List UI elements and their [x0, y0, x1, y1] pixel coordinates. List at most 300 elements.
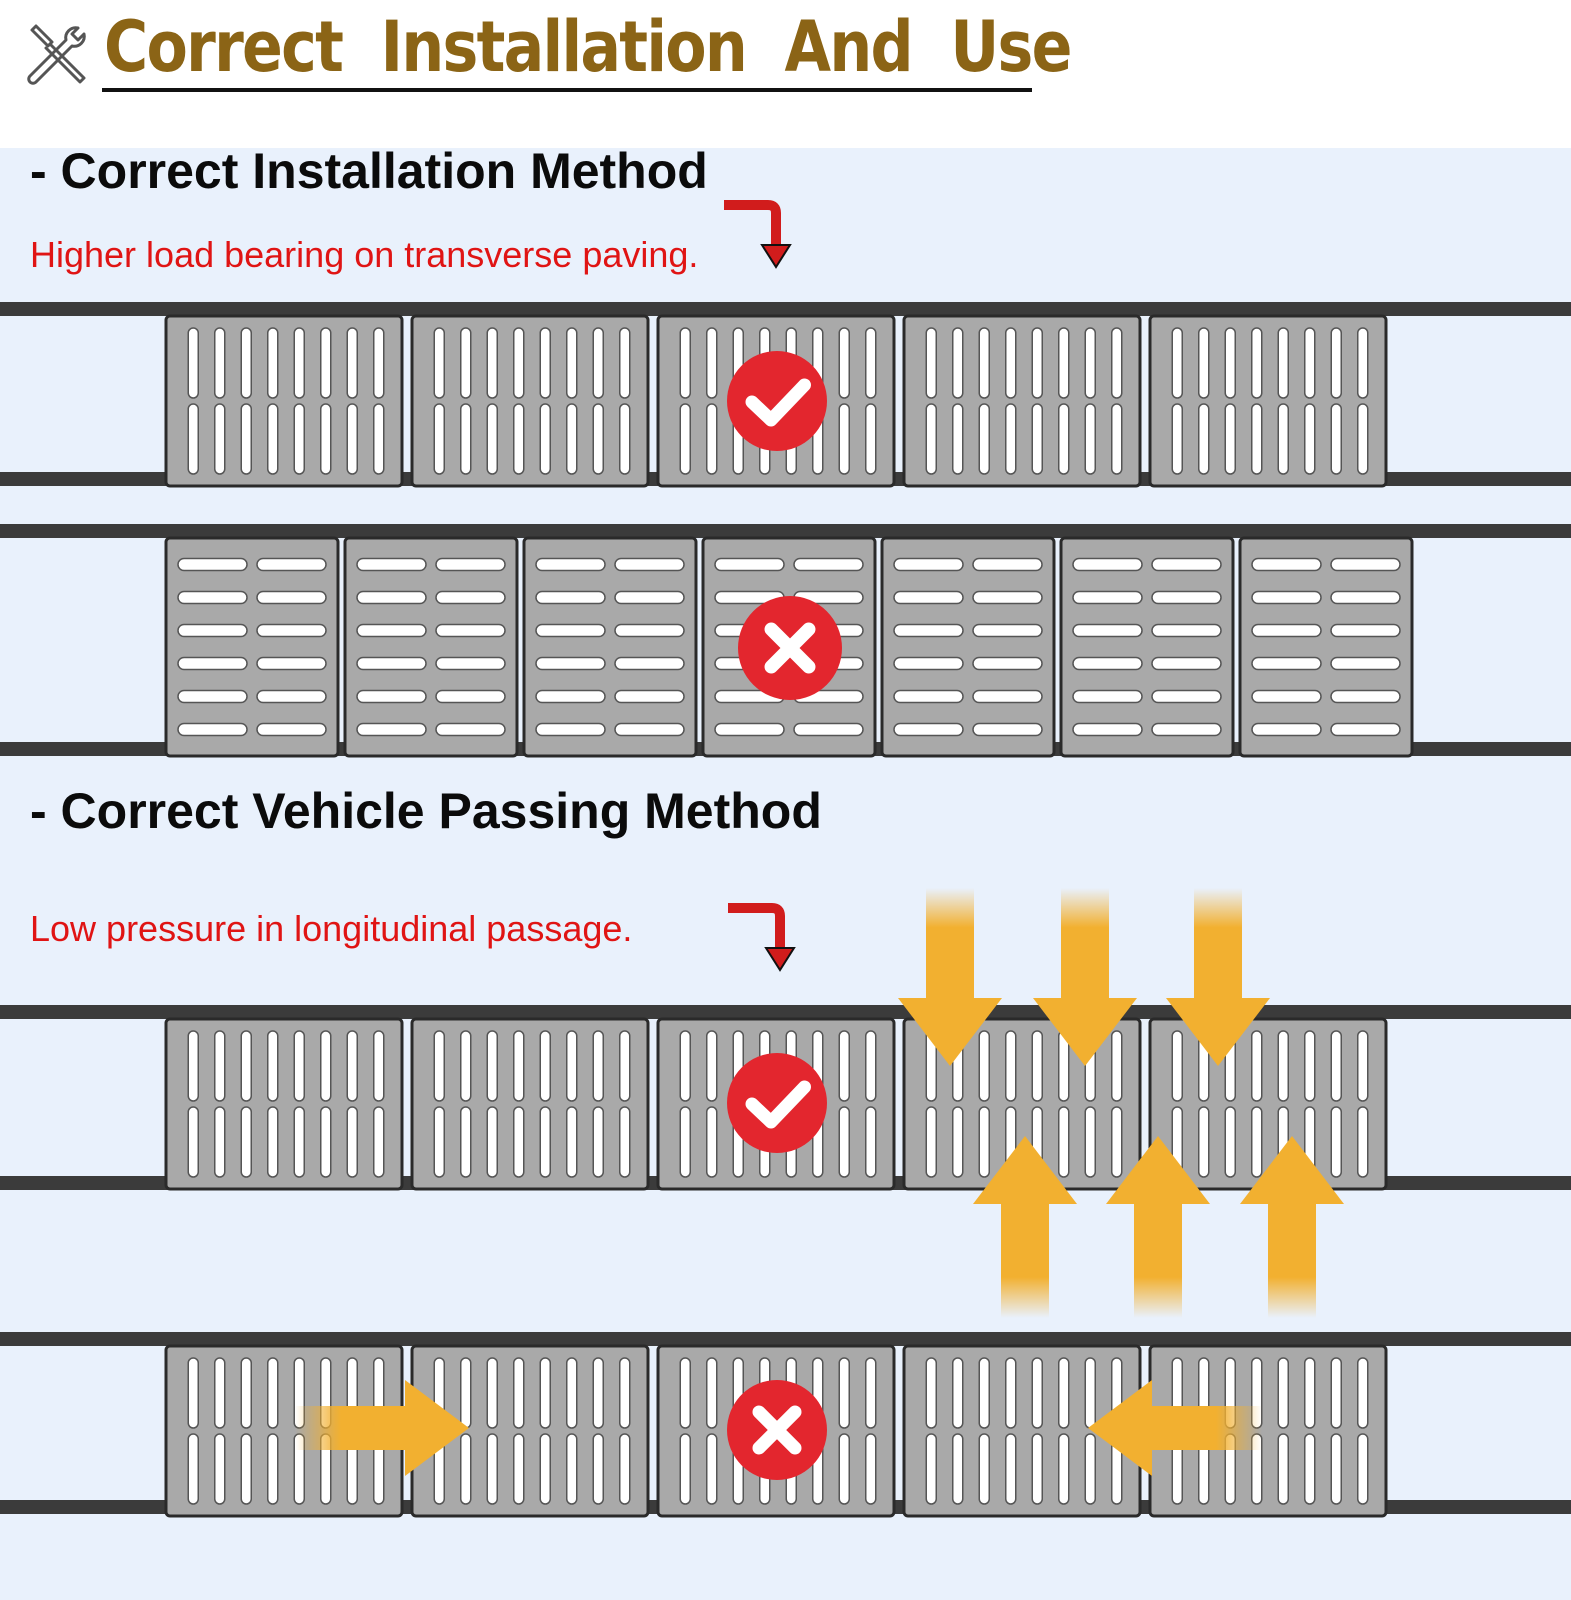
grate-slot	[707, 1031, 717, 1101]
grate-slot	[894, 559, 963, 571]
grate-slot	[215, 1358, 225, 1428]
grate-slot	[926, 328, 936, 398]
grate-slot	[215, 1031, 225, 1101]
grate-slot	[434, 1107, 444, 1177]
arrow-shaft	[1194, 888, 1242, 1001]
grate-slot	[321, 404, 331, 474]
section-heading-vehicle-passing: - Correct Vehicle Passing Method	[30, 783, 822, 839]
grate-slot	[1085, 1434, 1095, 1504]
grate-frame	[166, 316, 402, 486]
grate-slot	[178, 625, 247, 637]
grate-slot	[1331, 1434, 1341, 1504]
grate-slot	[1305, 1358, 1315, 1428]
track-rail-top	[0, 302, 1571, 316]
grate-slot	[620, 1031, 630, 1101]
grate-slot	[514, 404, 524, 474]
grate-slot	[257, 691, 326, 703]
grate-slot	[1358, 328, 1368, 398]
grate-slot	[436, 724, 505, 736]
grate-slot	[540, 328, 550, 398]
grate-slot	[1112, 404, 1122, 474]
grate-slot	[680, 328, 690, 398]
grate-slot	[707, 328, 717, 398]
grate-slot	[866, 1358, 876, 1428]
grate-panel	[412, 316, 648, 486]
grate-slot	[514, 1358, 524, 1428]
grate-slot	[1073, 658, 1142, 670]
grate-slot	[593, 1031, 603, 1101]
grate-slot	[1059, 1358, 1069, 1428]
grate-slot	[1199, 404, 1209, 474]
grate-slot	[1225, 404, 1235, 474]
grate-slot	[979, 1358, 989, 1428]
bent-arrow-vehicle-passing-head	[766, 948, 794, 970]
grate-slot	[620, 404, 630, 474]
grate-slot	[1331, 691, 1400, 703]
grate-slot	[487, 328, 497, 398]
marker-circle	[727, 351, 827, 451]
grate-slot	[615, 691, 684, 703]
grate-slot	[514, 1107, 524, 1177]
grate-slot	[1358, 1031, 1368, 1101]
grate-slot	[953, 404, 963, 474]
grate-slot	[487, 1031, 497, 1101]
grate-slot	[374, 1031, 384, 1101]
marker-circle	[727, 1053, 827, 1153]
grate-slot	[241, 1434, 251, 1504]
vehicle-passing-note: Low pressure in longitudinal passage.	[30, 908, 633, 949]
grate-slot	[178, 724, 247, 736]
grate-slot	[593, 1358, 603, 1428]
grate-slot	[1059, 404, 1069, 474]
grate-slot	[1278, 1031, 1288, 1101]
grate-slot	[294, 1107, 304, 1177]
grate-slot	[536, 559, 605, 571]
grate-slot	[357, 625, 426, 637]
grate-slot	[321, 1107, 331, 1177]
grate-slot	[188, 1107, 198, 1177]
grate-slot	[1112, 1107, 1122, 1177]
grate-slot	[434, 404, 444, 474]
arrow-shaft	[1268, 1201, 1316, 1318]
track-rail-top	[0, 1332, 1571, 1346]
grate-slot	[839, 404, 849, 474]
grate-slot	[707, 404, 717, 474]
grate-slot	[973, 691, 1042, 703]
grate-panel	[1061, 538, 1233, 756]
grate-slot	[973, 658, 1042, 670]
grate-slot	[1032, 1358, 1042, 1428]
grate-slot	[866, 1434, 876, 1504]
grate-slot	[540, 404, 550, 474]
grate-slot	[257, 625, 326, 637]
grate-panel	[166, 1019, 402, 1189]
grate-slot	[188, 1434, 198, 1504]
grate-slot	[926, 1107, 936, 1177]
grate-slot	[866, 1107, 876, 1177]
grate-slot	[979, 404, 989, 474]
grate-slot	[357, 592, 426, 604]
grate-slot	[374, 1107, 384, 1177]
grate-slot	[1032, 1031, 1042, 1101]
grate-slot	[1278, 328, 1288, 398]
correct-marker	[727, 1053, 827, 1153]
grate-panel	[1150, 1019, 1386, 1189]
grate-frame	[412, 316, 648, 486]
grate-slot	[615, 658, 684, 670]
grate-slot	[178, 658, 247, 670]
grate-slot	[715, 559, 784, 571]
grate-slot	[794, 559, 863, 571]
grate-slot	[461, 1434, 471, 1504]
grate-slot	[894, 625, 963, 637]
correct-marker	[727, 351, 827, 451]
grate-slot	[866, 1031, 876, 1101]
grate-slot	[257, 592, 326, 604]
grate-slot	[1252, 1107, 1262, 1177]
grate-slot	[1152, 625, 1221, 637]
grate-slot	[461, 1358, 471, 1428]
grate-slot	[268, 1434, 278, 1504]
grate-slot	[1305, 1434, 1315, 1504]
grate-slot	[357, 724, 426, 736]
grate-slot	[487, 404, 497, 474]
grate-slot	[241, 1358, 251, 1428]
grate-slot	[294, 1031, 304, 1101]
grate-frame	[1150, 1019, 1386, 1189]
grate-slot	[1199, 1107, 1209, 1177]
grate-slot	[268, 1031, 278, 1101]
grate-slot	[1278, 404, 1288, 474]
grate-slot	[615, 724, 684, 736]
track-rail-top	[0, 524, 1571, 538]
grate-slot	[680, 1358, 690, 1428]
grate-slot	[1278, 1434, 1288, 1504]
grate-slot	[866, 404, 876, 474]
bent-arrow-vehicle-passing	[728, 908, 780, 952]
track-rail-top	[0, 1005, 1571, 1019]
grate-slot	[593, 1434, 603, 1504]
grate-slot	[567, 328, 577, 398]
grate-slot	[973, 724, 1042, 736]
grate-slot	[615, 559, 684, 571]
section-heading-installation: - Correct Installation Method	[30, 143, 708, 199]
grate-slot	[1032, 1434, 1042, 1504]
grate-slot	[973, 559, 1042, 571]
grate-slot	[973, 592, 1042, 604]
arrow-shaft	[1134, 1201, 1182, 1318]
grate-slot	[839, 1031, 849, 1101]
arrow-shaft	[295, 1406, 410, 1450]
grate-slot	[347, 1107, 357, 1177]
grate-slot	[1252, 625, 1321, 637]
grate-slot	[536, 625, 605, 637]
grate-slot	[268, 404, 278, 474]
grate-slot	[1331, 658, 1400, 670]
grate-slot	[707, 1107, 717, 1177]
grate-slot	[1006, 328, 1016, 398]
grate-slot	[680, 1107, 690, 1177]
grate-slot	[567, 1434, 577, 1504]
grate-slot	[794, 724, 863, 736]
grate-slot	[514, 328, 524, 398]
grate-slot	[540, 1358, 550, 1428]
grate-slot	[241, 328, 251, 398]
grate-slot	[979, 1107, 989, 1177]
grate-slot	[461, 328, 471, 398]
grate-panel	[904, 316, 1140, 486]
grate-slot	[894, 724, 963, 736]
grate-frame	[412, 1019, 648, 1189]
grate-slot	[973, 625, 1042, 637]
grate-slot	[620, 1434, 630, 1504]
grate-slot	[1059, 1434, 1069, 1504]
grate-slot	[241, 404, 251, 474]
page-title: Correct Installation And Use	[104, 6, 1071, 88]
grate-slot	[620, 1107, 630, 1177]
grate-panel	[1240, 538, 1412, 756]
grate-slot	[593, 1107, 603, 1177]
grate-slot	[1152, 724, 1221, 736]
grate-slot	[1358, 1434, 1368, 1504]
grate-slot	[894, 658, 963, 670]
grate-slot	[1252, 404, 1262, 474]
grate-slot	[1006, 1031, 1016, 1101]
grate-slot	[839, 1434, 849, 1504]
grate-slot	[1331, 1107, 1341, 1177]
grate-slot	[707, 1434, 717, 1504]
grate-frame	[1150, 316, 1386, 486]
grate-slot	[1006, 1358, 1016, 1428]
grate-slot	[1305, 1031, 1315, 1101]
grate-slot	[487, 1358, 497, 1428]
grate-slot	[1305, 404, 1315, 474]
grate-slot	[1225, 328, 1235, 398]
grate-slot	[1085, 1107, 1095, 1177]
grate-slot	[1152, 592, 1221, 604]
grate-slot	[294, 404, 304, 474]
grate-slot	[1059, 328, 1069, 398]
grate-slot	[241, 1107, 251, 1177]
grate-slot	[487, 1107, 497, 1177]
grate-slot	[1172, 404, 1182, 474]
grate-slot	[461, 404, 471, 474]
grate-slot	[188, 1031, 198, 1101]
grate-slot	[178, 691, 247, 703]
grate-slot	[1172, 328, 1182, 398]
grate-slot	[1331, 724, 1400, 736]
grate-slot	[536, 592, 605, 604]
grate-slot	[1006, 1434, 1016, 1504]
grate-slot	[434, 328, 444, 398]
grate-slot	[926, 1434, 936, 1504]
grate-slot	[1152, 691, 1221, 703]
grate-slot	[926, 1358, 936, 1428]
grate-slot	[979, 1031, 989, 1101]
grate-slot	[1085, 328, 1095, 398]
grate-slot	[979, 328, 989, 398]
grate-slot	[536, 658, 605, 670]
grate-slot	[894, 691, 963, 703]
grate-slot	[436, 625, 505, 637]
grate-slot	[620, 328, 630, 398]
grate-slot	[540, 1031, 550, 1101]
grate-slot	[347, 328, 357, 398]
wrong-marker	[727, 1380, 827, 1480]
grate-slot	[1252, 592, 1321, 604]
grate-slot	[567, 1358, 577, 1428]
grate-frame	[904, 316, 1140, 486]
arrow-shaft	[1147, 1406, 1262, 1450]
grate-panel	[345, 538, 517, 756]
grate-slot	[257, 559, 326, 571]
grate-slot	[715, 724, 784, 736]
grate-slot	[1331, 1031, 1341, 1101]
grate-panel	[166, 316, 402, 486]
grate-slot	[1358, 404, 1368, 474]
grate-slot	[1112, 1031, 1122, 1101]
grate-slot	[1073, 691, 1142, 703]
grate-slot	[839, 1358, 849, 1428]
grate-slot	[1073, 625, 1142, 637]
grate-slot	[347, 1031, 357, 1101]
grate-slot	[257, 724, 326, 736]
grate-slot	[514, 1031, 524, 1101]
grate-slot	[1085, 1358, 1095, 1428]
grate-slot	[461, 1107, 471, 1177]
grate-slot	[215, 1107, 225, 1177]
grate-slot	[178, 592, 247, 604]
grate-slot	[839, 328, 849, 398]
grate-slot	[1252, 691, 1321, 703]
grate-slot	[188, 1358, 198, 1428]
grate-slot	[680, 1434, 690, 1504]
grate-slot	[615, 592, 684, 604]
bent-arrow-installation	[724, 205, 776, 249]
grate-slot	[1073, 592, 1142, 604]
grate-slot	[567, 404, 577, 474]
grate-slot	[1358, 1358, 1368, 1428]
grate-slot	[241, 1031, 251, 1101]
grate-slot	[926, 404, 936, 474]
grate-slot	[1006, 404, 1016, 474]
grate-slot	[1073, 724, 1142, 736]
grate-slot	[1252, 559, 1321, 571]
wrong-marker	[738, 596, 842, 700]
grate-slot	[1305, 328, 1315, 398]
grate-slot	[1059, 1107, 1069, 1177]
grate-slot	[514, 1434, 524, 1504]
grate-slot	[268, 1358, 278, 1428]
grate-slot	[620, 1358, 630, 1428]
grate-frame	[166, 1019, 402, 1189]
grate-slot	[953, 1358, 963, 1428]
grate-slot	[1172, 1031, 1182, 1101]
grate-slot	[268, 1107, 278, 1177]
grate-slot	[1331, 328, 1341, 398]
grate-panel	[882, 538, 1054, 756]
grate-slot	[436, 592, 505, 604]
grate-slot	[593, 404, 603, 474]
grate-slot	[374, 328, 384, 398]
grate-slot	[188, 328, 198, 398]
arrow-shaft	[1001, 1201, 1049, 1318]
grate-slot	[615, 625, 684, 637]
grate-slot	[866, 328, 876, 398]
grate-slot	[1331, 592, 1400, 604]
grate-slot	[1085, 404, 1095, 474]
grate-slot	[436, 559, 505, 571]
grate-slot	[1252, 1031, 1262, 1101]
grate-slot	[257, 658, 326, 670]
grate-slot	[979, 1434, 989, 1504]
grate-slot	[1225, 1107, 1235, 1177]
grate-slot	[321, 1031, 331, 1101]
grate-slot	[953, 328, 963, 398]
grate-slot	[1152, 559, 1221, 571]
grate-slot	[215, 1434, 225, 1504]
grate-slot	[374, 404, 384, 474]
grate-slot	[953, 1434, 963, 1504]
grate-slot	[1331, 559, 1400, 571]
grate-slot	[188, 404, 198, 474]
grate-slot	[461, 1031, 471, 1101]
grate-slot	[894, 592, 963, 604]
grate-slot	[294, 328, 304, 398]
grate-slot	[436, 691, 505, 703]
grate-panel	[166, 538, 338, 756]
grate-slot	[540, 1107, 550, 1177]
grate-slot	[839, 1107, 849, 1177]
grate-slot	[1252, 328, 1262, 398]
bent-arrow-installation-head	[762, 245, 790, 267]
grate-slot	[357, 658, 426, 670]
installation-note: Higher load bearing on transverse paving.	[30, 234, 699, 275]
grate-panel	[412, 1019, 648, 1189]
grate-slot	[347, 404, 357, 474]
grate-slot	[540, 1434, 550, 1504]
grate-panel	[1150, 316, 1386, 486]
grate-slot	[1252, 724, 1321, 736]
grate-slot	[567, 1107, 577, 1177]
grate-slot	[536, 724, 605, 736]
grate-slot	[707, 1358, 717, 1428]
grate-slot	[1032, 404, 1042, 474]
grate-slot	[567, 1031, 577, 1101]
grate-slot	[1152, 658, 1221, 670]
grate-slot	[1032, 328, 1042, 398]
grate-slot	[1331, 404, 1341, 474]
grate-slot	[1199, 328, 1209, 398]
grate-slot	[593, 328, 603, 398]
arrow-shaft	[1061, 888, 1109, 1001]
grate-slot	[434, 1031, 444, 1101]
grate-slot	[1358, 1107, 1368, 1177]
grate-slot	[357, 559, 426, 571]
grate-slot	[680, 1031, 690, 1101]
grate-slot	[1112, 328, 1122, 398]
grate-slot	[268, 328, 278, 398]
grate-slot	[321, 328, 331, 398]
grate-slot	[1331, 625, 1400, 637]
grate-slot	[680, 404, 690, 474]
grate-slot	[1331, 1358, 1341, 1428]
grate-slot	[1278, 1358, 1288, 1428]
grate-slot	[215, 404, 225, 474]
grate-panel	[524, 538, 696, 756]
grate-slot	[357, 691, 426, 703]
grate-slot	[487, 1434, 497, 1504]
